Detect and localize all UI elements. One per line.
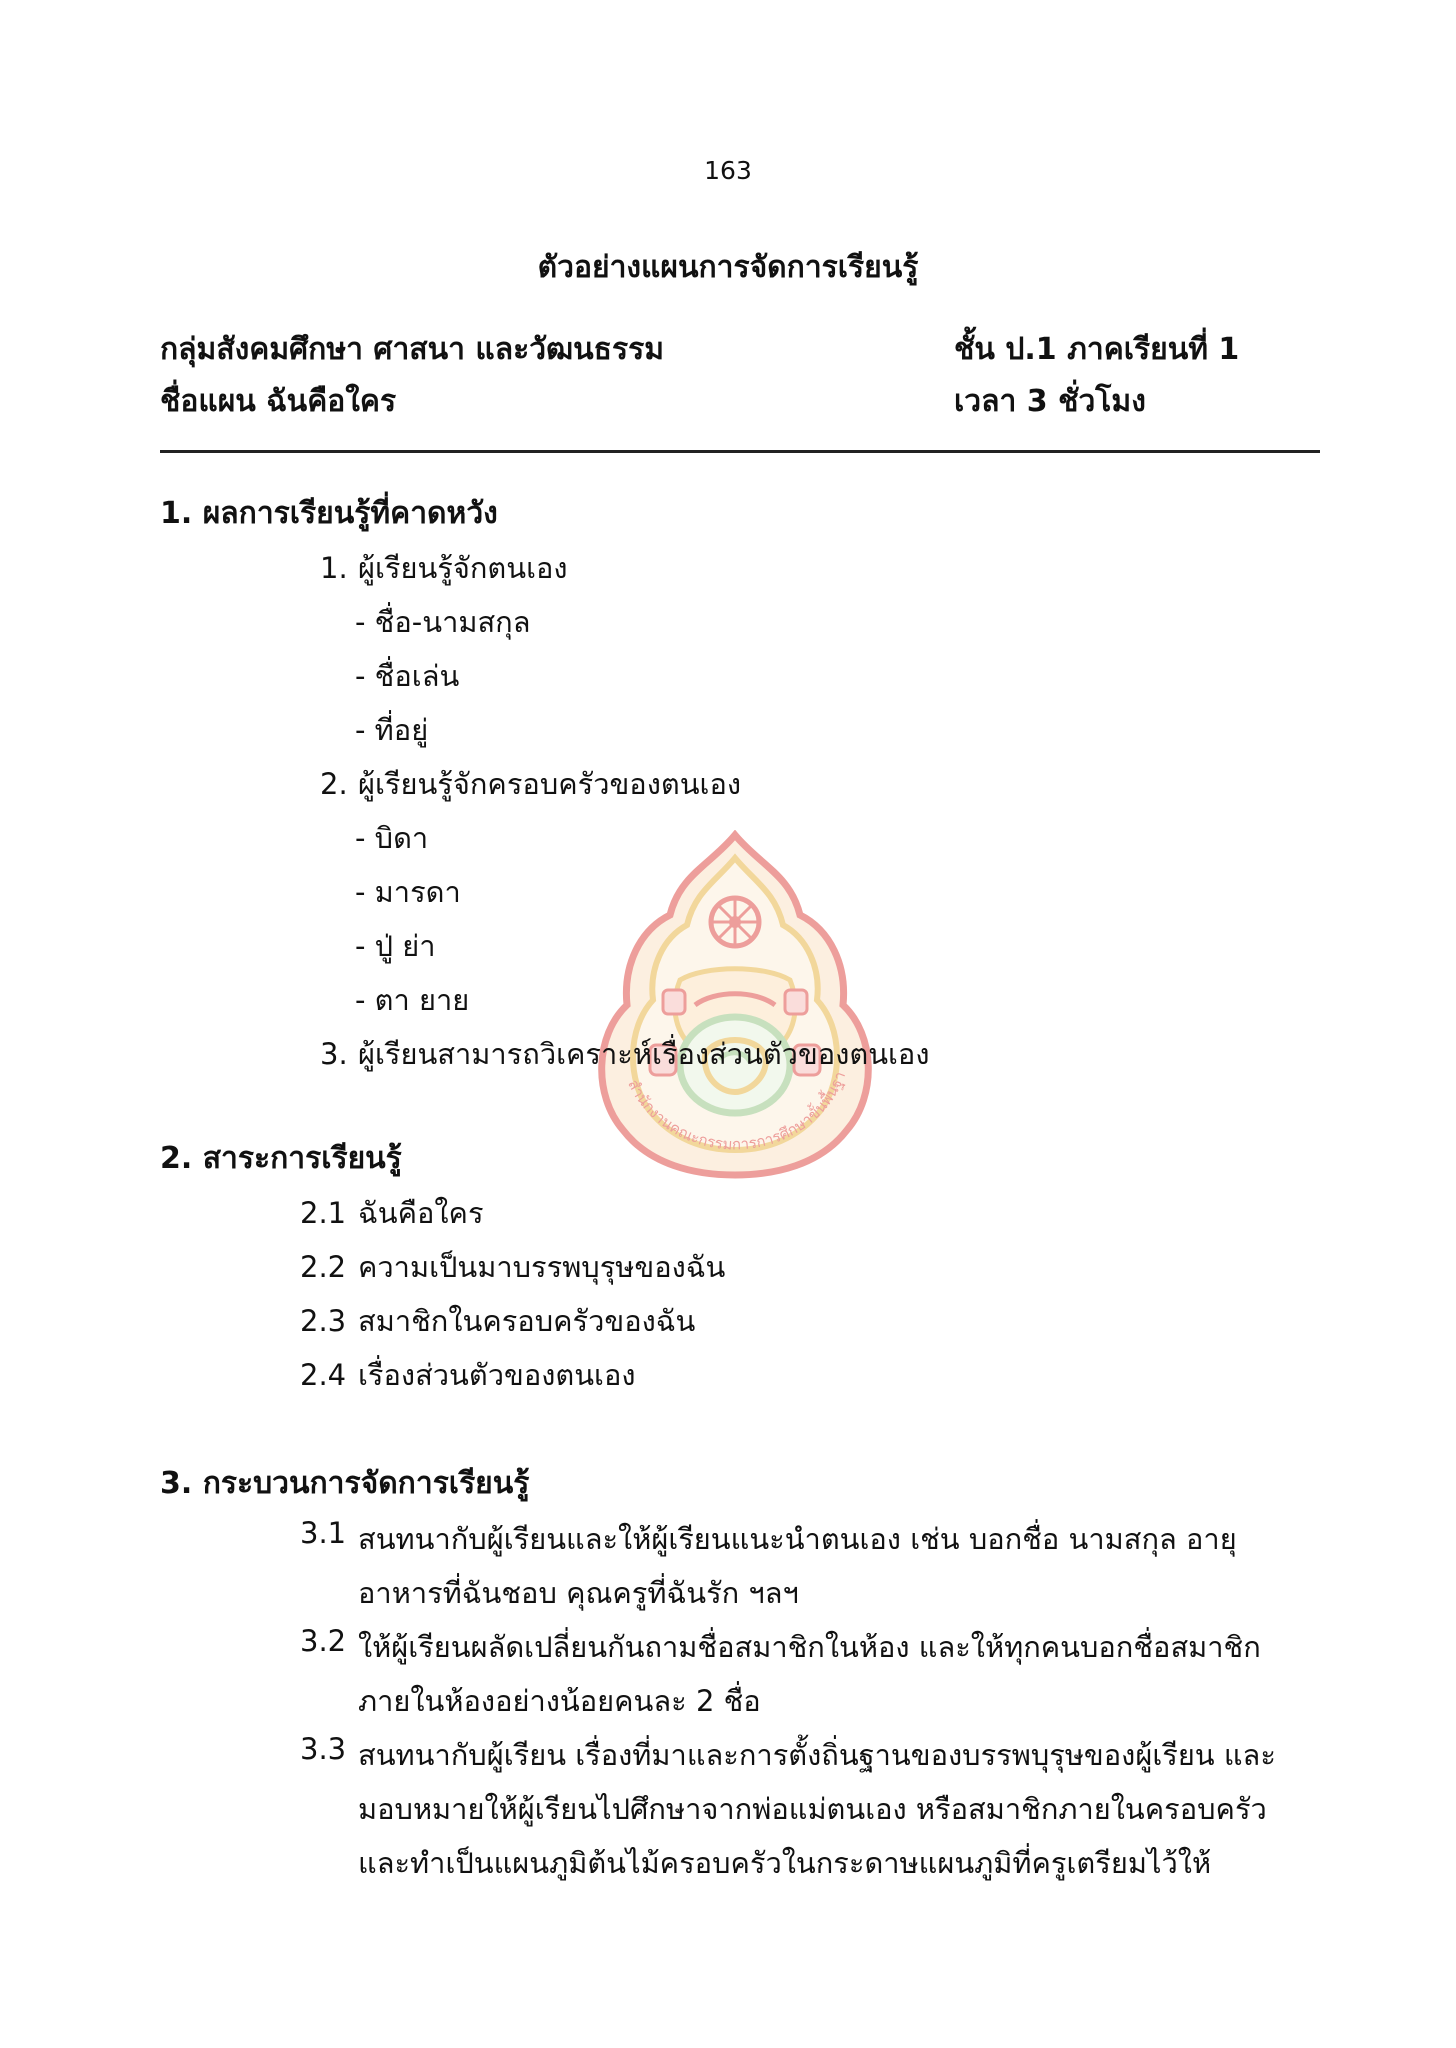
- section1-heading: 1. ผลการเรียนรู้ที่คาดหวัง: [160, 496, 498, 531]
- section1-item: [320, 761, 741, 807]
- section1-subitem: - มารดา: [355, 875, 461, 909]
- item-number: 2.1: [300, 1196, 347, 1230]
- section3-heading: 3. กระบวนการจัดการเรียนรู้: [160, 1466, 530, 1501]
- item-text: ผู้เรียนรู้จักตนเอง: [358, 551, 568, 585]
- section3-item-line: ให้ผู้เรียนผลัดเปลี่ยนกันถามชื่อสมาชิกในห้อง และให้ทุกคนบอกชื่อสมาชิก: [358, 1630, 1261, 1664]
- section2-heading: 2. สาระการเรียนรู้: [160, 1141, 402, 1176]
- plan-name: ชื่อแผน ฉันคือใคร: [160, 384, 397, 419]
- item-number: 1.: [320, 551, 348, 585]
- section2-item: [300, 1352, 636, 1398]
- item-number: 2.2: [300, 1250, 347, 1284]
- section3-item-line: และทำเป็นแผนภูมิต้นไม้ครอบครัวในกระดาษแผนภูมิที่ครูเตรียมไว้ให้: [358, 1846, 1212, 1880]
- section3-item-line: อาหารที่ฉันชอบ คุณครูที่ฉันรัก ฯลฯ: [358, 1576, 799, 1610]
- section3-item-number: 3.1: [300, 1516, 347, 1550]
- item-number: 3.: [320, 1037, 348, 1071]
- section3-item-line: สนทนากับผู้เรียน เรื่องที่มาและการตั้งถิ่นฐานของบรรพบุรุษของผู้เรียน และ: [358, 1738, 1276, 1772]
- section1-subitem: - ปู่ ย่า: [355, 929, 436, 963]
- item-number: 2.3: [300, 1304, 347, 1338]
- item-text: ฉันคือใคร: [358, 1196, 484, 1230]
- section1-subitem: - ชื่อเล่น: [355, 659, 460, 693]
- section1-item: [320, 1031, 930, 1077]
- emblem-watermark: [585, 830, 885, 1180]
- section2-item: [300, 1244, 725, 1290]
- grade-term: ชั้น ป.1 ภาคเรียนที่ 1: [954, 332, 1240, 367]
- header-divider: [160, 450, 1320, 453]
- section2-item: [300, 1298, 695, 1344]
- section3-item-line: สนทนากับผู้เรียนและให้ผู้เรียนแนะนำตนเอง เช่น บอกชื่อ นามสกุล อายุ: [358, 1522, 1237, 1556]
- section3-item-number: 3.3: [300, 1732, 347, 1766]
- document-title: ตัวอย่างแผนการจัดการเรียนรู้: [537, 250, 919, 285]
- item-text: ผู้เรียนสามารถวิเคราะห์เรื่องส่วนตัวของตนเอง: [358, 1037, 930, 1071]
- section3-item-line: ภายในห้องอย่างน้อยคนละ 2 ชื่อ: [358, 1684, 761, 1718]
- item-text: เรื่องส่วนตัวของตนเอง: [358, 1358, 636, 1392]
- item-text: ผู้เรียนรู้จักครอบครัวของตนเอง: [358, 767, 742, 801]
- section1-subitem: - ชื่อ-นามสกุล: [355, 605, 531, 639]
- section3-item-number: 3.2: [300, 1624, 347, 1658]
- seal-text-path: สำนักงานคณะกรรมการการศึกษาขั้นพื้นฐา: [624, 1069, 850, 1154]
- section1-subitem: - ที่อยู่: [355, 713, 429, 747]
- item-number: 2.4: [300, 1358, 347, 1392]
- page-number: 163: [704, 156, 752, 185]
- item-number: 2.: [320, 767, 348, 801]
- section1-subitem: - ตา ยาย: [355, 983, 470, 1017]
- section2-item: [300, 1190, 484, 1236]
- duration: เวลา 3 ชั่วโมง: [954, 384, 1146, 419]
- item-text: ความเป็นมาบรรพบุรุษของฉัน: [358, 1250, 726, 1284]
- section1-subitem: - บิดา: [355, 821, 429, 855]
- subject-group: กลุ่มสังคมศึกษา ศาสนา และวัฒนธรรม: [160, 332, 664, 367]
- emblem-icon: [585, 830, 885, 1180]
- section1-item: [320, 545, 568, 591]
- section3-item-line: มอบหมายให้ผู้เรียนไปศึกษาจากพ่อแม่ตนเอง หรือสมาชิกภายในครอบครัว: [358, 1792, 1267, 1826]
- item-text: สมาชิกในครอบครัวของฉัน: [358, 1304, 696, 1338]
